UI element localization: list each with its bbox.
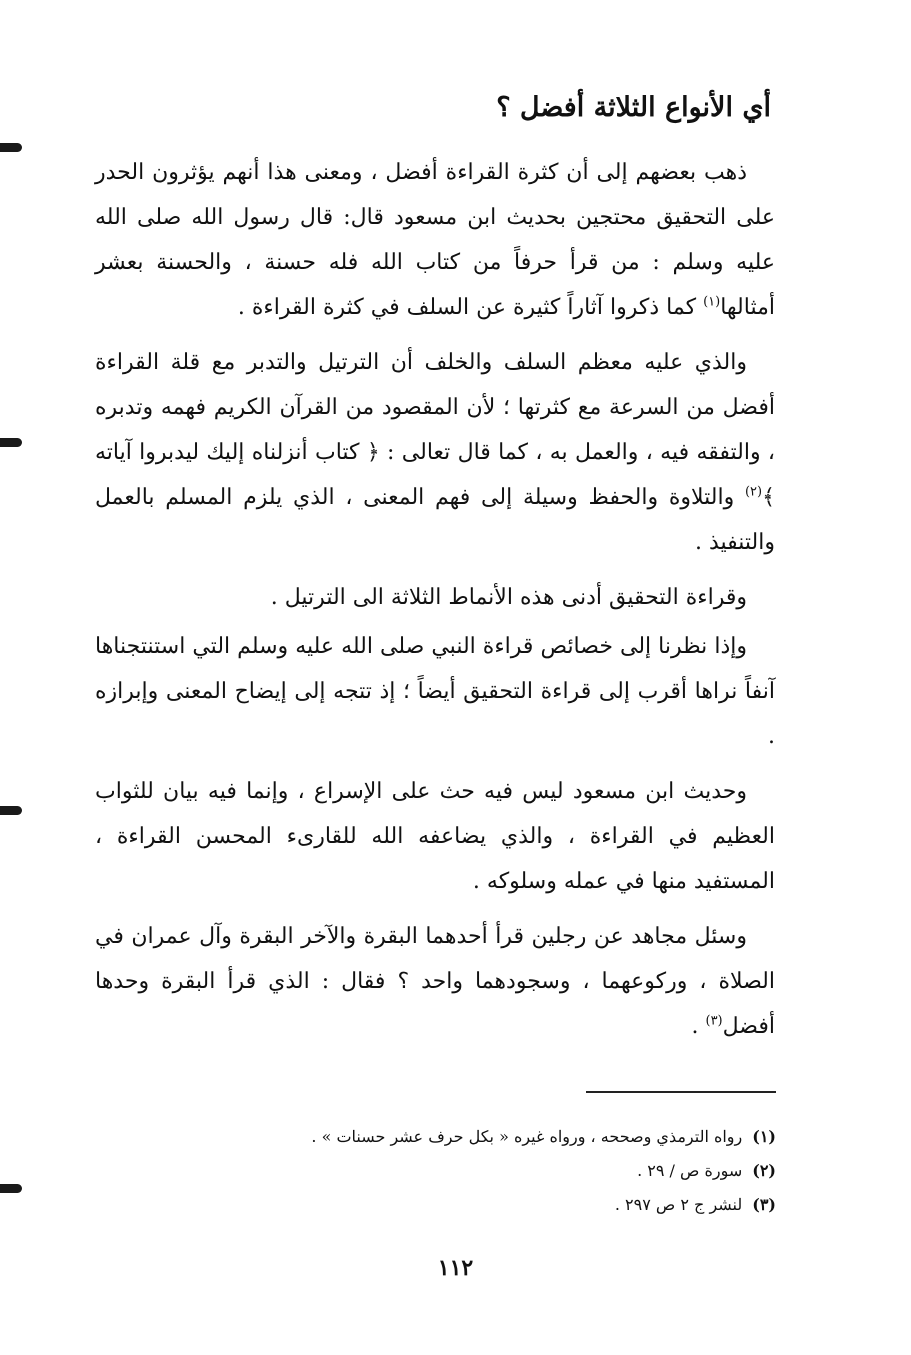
scan-edge-mark: [0, 1184, 22, 1193]
scan-edge-mark: [0, 143, 22, 152]
footnote-ref-2[interactable]: (٢): [744, 484, 763, 500]
paragraph-2: والذي عليه معظم السلف والخلف أن الترتيل والتدبر مع قلة القراءة أفضل من السرعة مع كثرتها ؛ لأن المقصود من القرآن الكريم فهمه وتدبره ، والتفقه فيه ، والعمل به ، كما قال تعالى : ﴿ كتاب أنزلناه إليك ليدبروا آياته ﴾$^{(٢)}$ والتلاوة والحفظ وسيلة إلى فهم المعنى ، الذي يلزم المسلم بالعمل والتنفيذ .: [95, 350, 775, 555]
footnote-ref-1[interactable]: (١): [703, 294, 721, 310]
paragraph-4: وإذا نظرنا إلى خصائص قراءة النبي صلى الله عليه وسلم التي استنتجناها آنفاً نراها أقرب إلى قراءة التحقيق أيضاً ؛ إذ تتجه إلى إيضاح المعنى وإبرازه .: [95, 634, 775, 749]
body-text: [95, 150, 775, 1059]
section-heading: أي الأنواع الثلاثة أفضل ؟: [496, 92, 771, 123]
scan-edge-mark: [0, 806, 22, 815]
page-number: ١١٢: [437, 1255, 474, 1281]
footnote-2: (٢)سورة ص / ٢٩ .: [637, 1161, 776, 1180]
scan-edge-mark: [0, 438, 22, 447]
paragraph-5: وحديث ابن مسعود ليس فيه حث على الإسراع ، وإنما فيه بيان للثواب العظيم في القراءة ، والذي يضاعفه الله للقارىء المحسن القراءة ، المستفيد منها في عمله وسلوكه .: [95, 779, 775, 894]
paragraph-3: وقراءة التحقيق أدنى هذه الأنماط الثلاثة الى الترتيل .: [270, 585, 747, 610]
footnote-separator: [586, 1091, 776, 1093]
paragraph-6: وسئل مجاهد عن رجلين قرأ أحدهما البقرة والآخر البقرة وآل عمران في الصلاة ، وركوعهما ، وسجودهما واحد ؟ فقال : الذي قرأ البقرة وحدها أفضل$^{(٣)}$ .: [95, 924, 775, 1039]
footnote-1: (١)رواه الترمذي وصححه ، ورواه غيره « بكل حرف عشر حسنات » .: [311, 1127, 776, 1146]
footnotes: [136, 1120, 776, 1222]
footnote-ref-3[interactable]: (٣): [705, 1013, 723, 1029]
paragraph-1: ذهب بعضهم إلى أن كثرة القراءة أفضل ، ومعنى هذا أنهم يؤثرون الحدر على التحقيق محتجين بحديث ابن مسعود قال: قال رسول الله صلى الله عليه وسلم : من قرأ حرفاً من كتاب الله فله حسنة ، والحسنة بعشر أمثالها$^{(١)}$ كما ذكروا آثاراً كثيرة عن السلف في كثرة القراءة .: [95, 160, 775, 320]
footnote-3: (٣)لنشر ج ٢ ص ٢٩٧ .: [614, 1195, 776, 1214]
